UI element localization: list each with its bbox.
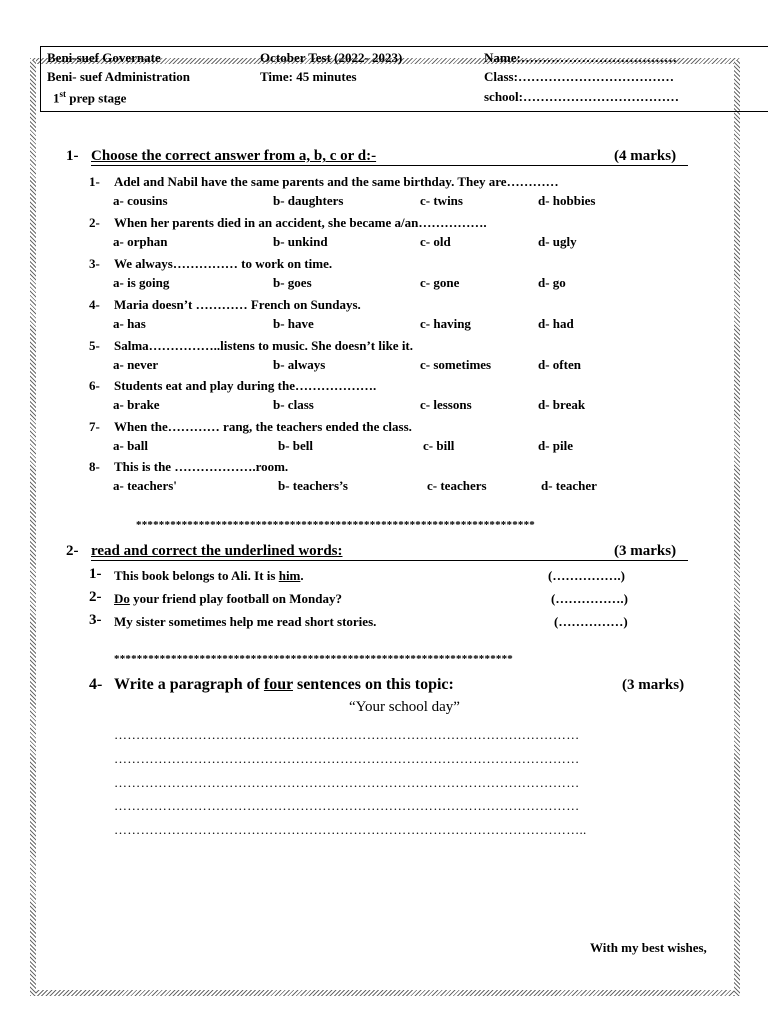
- writing-line: ……………………………………………………………………………………………..: [114, 822, 587, 837]
- stage: 1st prep stage: [53, 89, 127, 106]
- item-number: 3-: [89, 256, 100, 271]
- class-field: Class:………………………………: [484, 69, 674, 84]
- answer-option-b: b- daughters: [273, 193, 344, 208]
- page-border-right: [734, 60, 740, 996]
- item-number: 2-: [89, 589, 102, 605]
- item-number: 3-: [89, 612, 102, 628]
- item-text: Adel and Nabil have the same parents and the same birthday. They are…………: [114, 174, 559, 189]
- answer-option-c: c- sometimes: [420, 357, 492, 372]
- question-4-number: 4-: [89, 676, 103, 693]
- item-text: My sister sometimes help me read short stories.: [114, 614, 377, 629]
- answer-option-b: b- bell: [278, 438, 314, 453]
- item-text: Students eat and play during the……………….: [114, 378, 377, 393]
- school-field: school:………………………………: [484, 89, 679, 104]
- answer-option-b: b- unkind: [273, 234, 328, 249]
- writing-line: ……………………………………………………………………………………………: [114, 798, 580, 813]
- answer-option-a: a- ball: [113, 438, 149, 453]
- question-2-marks: (3 marks): [614, 543, 677, 559]
- answer-option-d: d- go: [538, 275, 566, 290]
- answer-option-d: d- break: [538, 397, 586, 412]
- question-1-title: Choose the correct answer from a, b, c or d:-: [91, 148, 377, 164]
- page-border-bottom: [30, 990, 740, 996]
- item-number: 8-: [89, 459, 100, 474]
- name-field: Name:………………………………: [484, 50, 677, 65]
- writing-line: ……………………………………………………………………………………………: [114, 751, 580, 766]
- item-text: Salma……………..listens to music. She doesn’t like it.: [114, 338, 414, 353]
- answer-option-b: b- always: [273, 357, 326, 372]
- item-text: This book belongs to Ali. It is him.: [114, 568, 304, 583]
- test-time: Time: 45 minutes: [260, 69, 357, 84]
- exam-header: [40, 46, 768, 112]
- question-4-title: Write a paragraph of four sentences on this topic:: [114, 676, 454, 693]
- answer-option-a: a- teachers': [113, 478, 177, 493]
- item-number: 1-: [89, 566, 102, 582]
- question-2-title: read and correct the underlined words:: [91, 543, 343, 559]
- answer-option-c: c- teachers: [427, 478, 487, 493]
- answer-option-d: d- ugly: [538, 234, 577, 249]
- test-title: October Test (2022- 2023): [260, 50, 403, 65]
- item-number: 1-: [89, 174, 100, 189]
- answer-option-c: c- lessons: [420, 397, 472, 412]
- question-1-number: 1-: [66, 148, 79, 164]
- separator-1: **********************************************************************: [136, 519, 535, 531]
- answer-option-b: b- teachers’s: [278, 478, 348, 493]
- answer-option-b: b- class: [273, 397, 314, 412]
- answer-option-c: c- gone: [420, 275, 460, 290]
- item-text: When the………… rang, the teachers ended the class.: [114, 419, 412, 434]
- question-2-number: 2-: [66, 543, 79, 559]
- answer-option-c: c- having: [420, 316, 471, 331]
- answer-option-c: c- twins: [420, 193, 463, 208]
- answer-option-a: a- orphan: [113, 234, 168, 249]
- answer-option-a: a- cousins: [113, 193, 168, 208]
- governorate: Beni-suef Governate: [47, 50, 161, 65]
- answer-option-a: a- brake: [113, 397, 160, 412]
- answer-blank: (…………….): [551, 591, 628, 606]
- question-4-topic: “Your school day”: [349, 699, 460, 715]
- answer-option-a: a- is going: [113, 275, 170, 290]
- answer-option-a: a- has: [113, 316, 146, 331]
- item-text: Maria doesn’t ………… French on Sundays.: [114, 297, 361, 312]
- answer-blank: (…………….): [548, 568, 625, 583]
- item-text: When her parents died in an accident, she became a/an…………….: [114, 215, 487, 230]
- item-number: 7-: [89, 419, 100, 434]
- administration: Beni- suef Administration: [47, 69, 191, 84]
- answer-option-b: b- goes: [273, 275, 312, 290]
- answer-blank: (……………): [554, 614, 628, 629]
- writing-line: ……………………………………………………………………………………………: [114, 727, 580, 742]
- separator-2: **********************************************************************: [114, 653, 513, 665]
- answer-option-c: c- old: [420, 234, 451, 249]
- item-number: 4-: [89, 297, 100, 312]
- answer-option-d: d- teacher: [541, 478, 597, 493]
- answer-option-d: d- hobbies: [538, 193, 596, 208]
- question-1-marks: (4 marks): [614, 148, 677, 164]
- item-text: Do your friend play football on Monday?: [114, 591, 343, 606]
- question-4-marks: (3 marks): [622, 677, 685, 693]
- item-number: 5-: [89, 338, 100, 353]
- closing-note: With my best wishes,: [590, 940, 707, 955]
- answer-option-d: d- often: [538, 357, 581, 372]
- writing-line: ……………………………………………………………………………………………: [114, 775, 580, 790]
- question-2-rule: [91, 560, 688, 561]
- answer-option-a: a- never: [113, 357, 159, 372]
- answer-option-b: b- have: [273, 316, 314, 331]
- answer-option-c: c- bill: [423, 438, 455, 453]
- page-border-left: [30, 60, 36, 996]
- item-text: We always…………… to work on time.: [114, 256, 333, 271]
- answer-option-d: d- pile: [538, 438, 574, 453]
- question-1-rule: [91, 165, 688, 166]
- item-number: 6-: [89, 378, 100, 393]
- item-text: This is the ……………….room.: [114, 459, 289, 474]
- answer-option-d: d- had: [538, 316, 574, 331]
- item-number: 2-: [89, 215, 100, 230]
